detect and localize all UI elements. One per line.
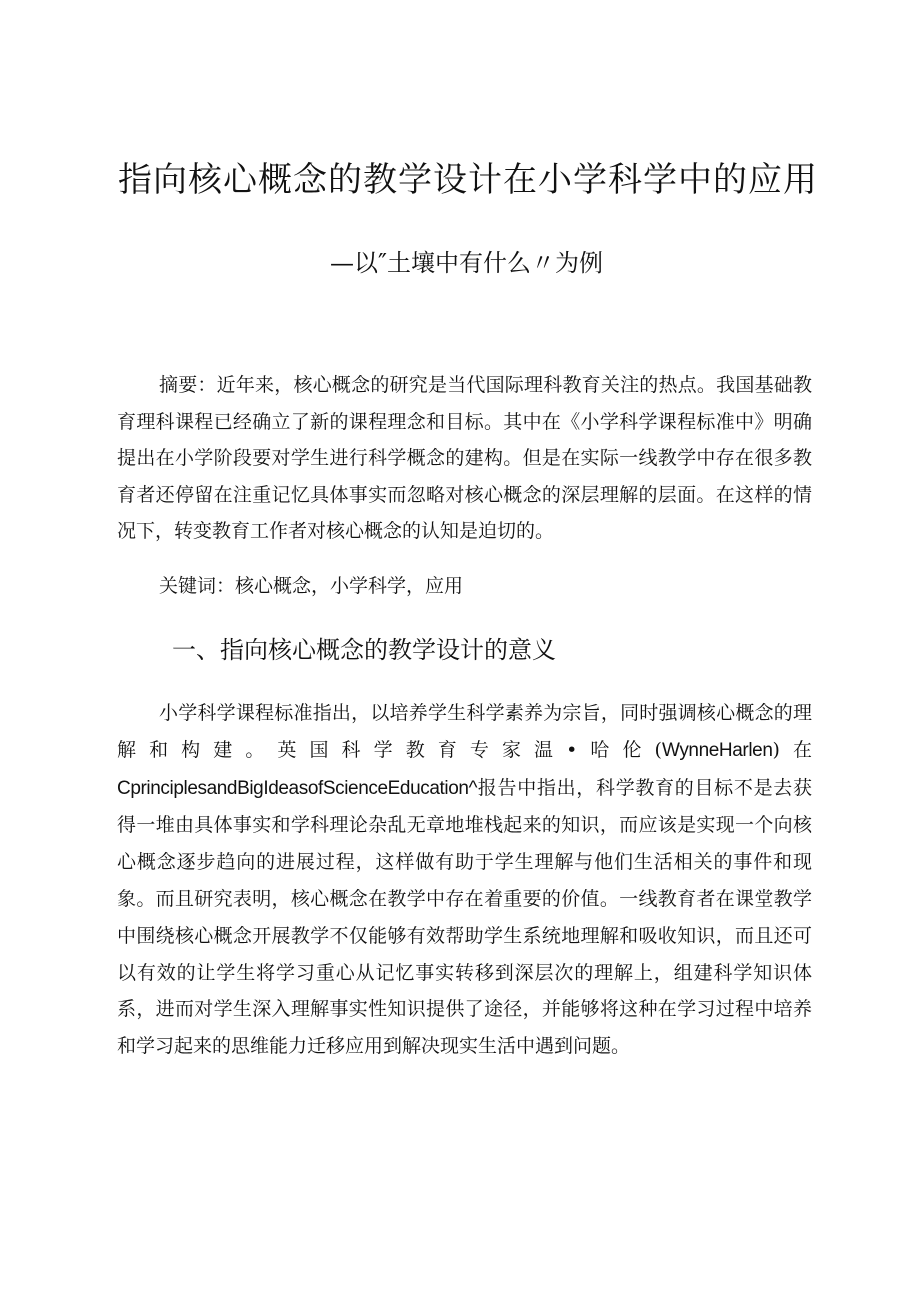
author-name-latin: WynneHarlen: [661, 739, 773, 761]
document-subtitle: —以″土壤中有什么〃为例: [330, 249, 603, 277]
abstract-paragraph: 摘要：近年来，核心概念的研究是当代国际理科教育关注的热点。我国基础教育理科课程已经确立了新的课程理念和目标。其中在《小学科学课程标准中》明确提出在小学阶段要对学生进行科学概念的建构。但是在实际一线教学中存在很多教育者还停留在注重记忆具体事实而忽略对核心概念的深层理解的层面。在这样的情况下，转变教育工作者对核心概念的认知是迫切的。: [117, 374, 812, 543]
body-text-part-1: 小学科学课程标准指出，以培养学生科学素养为宗旨，同时强调核心概念的理解和构建。英国科学教育专家温•哈伦(: [117, 702, 812, 761]
body-text-part-3: 报告中指出，科学教育的目标不是去获得一堆由具体事实和学科理论杂乱无章地堆栈起来的知识，而应该是实现一个向核心概念逐步趋向的进展过程，这样做有助于学生理解与他们生活相关的事件和现象。而且研究表明，核心概念在教学中存在着重要的价值。一线教育者在课堂教学中围绕核心概念开展教学不仅能够有效帮助学生系统地理解和吸收知识，而且还可以有效的让学生将学习重心从记忆事实转移到深层次的理解上，组建科学知识体系，进而对学生深入理解事实性知识提供了途径，并能够将这种在学习过程中培养和学习起来的思维能力迁移应用到解决现实生活中遇到问题。: [117, 776, 812, 1058]
section-heading: 一、指向核心概念的教学设计的意义: [172, 636, 556, 664]
keywords-line: 关键词：核心概念，小学科学，应用: [159, 575, 464, 597]
report-title-latin: CprinciplesandBigIdeasofScienceEducation^: [117, 777, 478, 799]
body-text-part-2: )在: [772, 738, 812, 761]
body-paragraph: [117, 695, 812, 1065]
document-title: 指向核心概念的教学设计在小学科学中的应用: [118, 160, 818, 200]
